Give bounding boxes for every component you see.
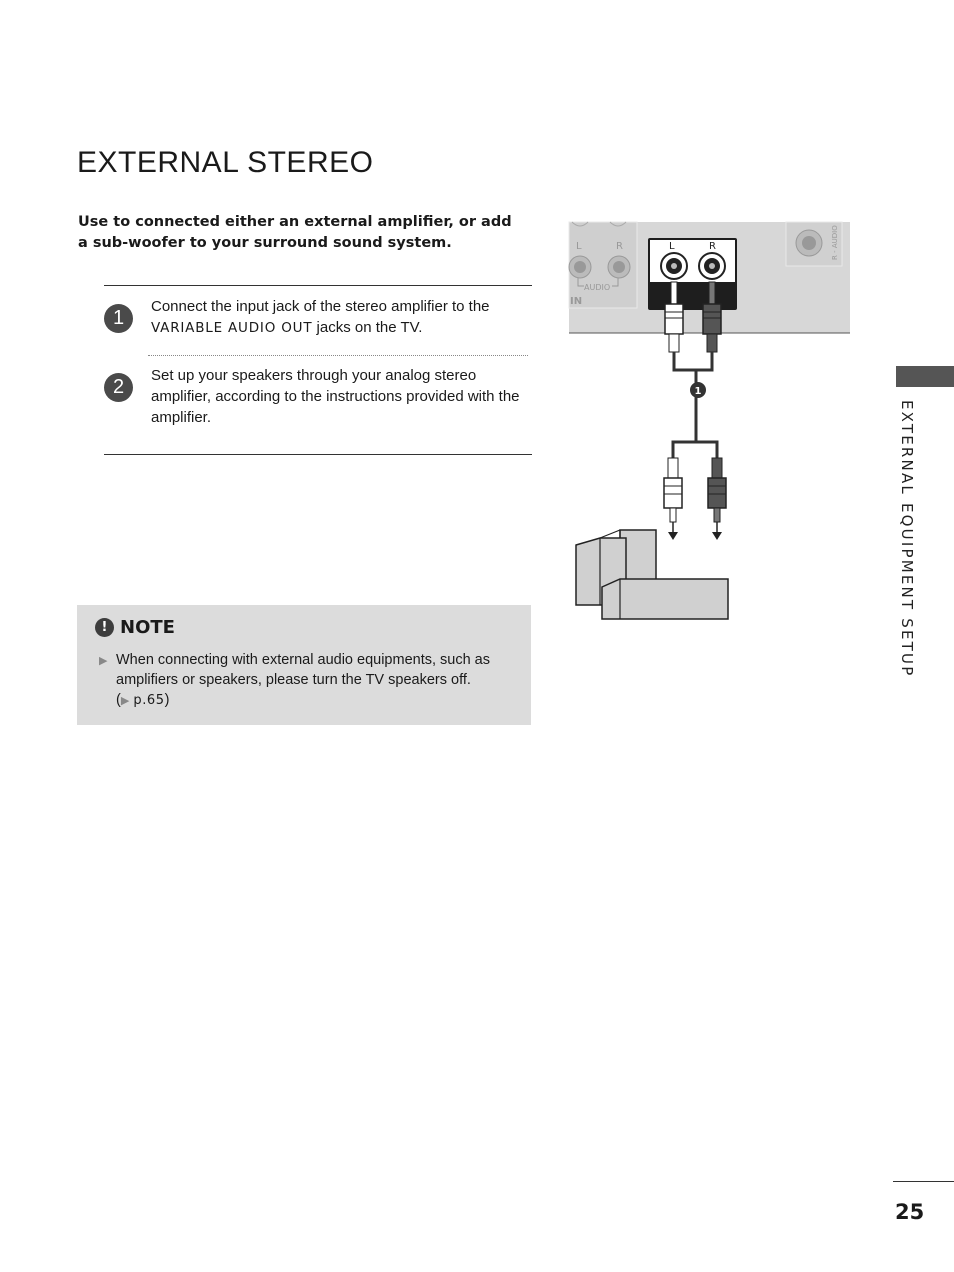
section-tab-label: EXTERNAL EQUIPMENT SETUP <box>898 400 916 678</box>
audio-group-label: AUDIO <box>584 283 611 292</box>
right-rca-plug-icon <box>708 478 726 508</box>
audio-jack-label: R - AUDIO <box>831 225 839 260</box>
step-number-badge: 1 <box>104 304 133 333</box>
note-header <box>95 617 175 638</box>
triangle-bullet-icon: ▶ <box>99 655 108 667</box>
right-out-jack-icon <box>709 263 715 269</box>
note-ref-paren: ( <box>116 692 121 708</box>
audio-jack-icon <box>574 261 586 273</box>
plug-pin <box>709 282 715 306</box>
connection-diagram <box>566 220 856 625</box>
audio-jack-icon <box>613 261 625 273</box>
input-label: IN <box>570 296 583 307</box>
plug-boot <box>707 334 717 352</box>
step-text-part: jacks on the TV. <box>312 319 423 336</box>
right-rca-plug-icon <box>703 304 721 334</box>
amplifier-box-icon <box>602 579 728 619</box>
note-text-body: When connecting with external audio equipments, such as amplifiers or speakers, please turn the TV speakers off. <box>116 652 490 688</box>
section-tab-marker <box>896 366 954 387</box>
note-ref-paren: ) <box>164 692 170 708</box>
triangle-ref-icon: ▶ <box>120 695 130 707</box>
plug-pin <box>670 508 676 522</box>
right-channel-label: R <box>616 241 623 252</box>
page-number: 25 <box>895 1200 925 1224</box>
step-text-part: Connect the input jack of the stereo amplifier to the <box>151 298 490 315</box>
footer-divider <box>893 1181 954 1182</box>
arrow-down-icon <box>668 532 678 540</box>
step-divider <box>148 355 528 356</box>
page-title: EXTERNAL STEREO <box>77 146 374 179</box>
left-out-jack-icon <box>671 263 677 269</box>
plug-pin <box>671 282 677 306</box>
audio-jack-icon <box>802 236 816 250</box>
note-box <box>77 605 531 725</box>
plug-boot <box>712 458 722 478</box>
arrow-down-icon <box>712 532 722 540</box>
jack-right-label: R <box>709 241 716 252</box>
left-channel-label: L <box>576 241 582 252</box>
top-divider <box>104 285 532 286</box>
step-text <box>151 296 526 339</box>
plug-boot <box>669 334 679 352</box>
left-rca-plug-icon <box>665 304 683 334</box>
step-number-badge: 2 <box>104 373 133 402</box>
page-reference-link[interactable]: p.65 <box>133 693 165 708</box>
note-item <box>99 650 519 711</box>
plug-pin <box>714 508 720 522</box>
step-keyword: VARIABLE AUDIO OUT <box>151 320 313 336</box>
bottom-divider <box>104 454 532 455</box>
cable <box>674 352 712 370</box>
intro-text: Use to connected either an external amplifier, or add a sub-woofer to your surround sound system. <box>78 214 512 251</box>
jack-left-label: L <box>669 241 675 252</box>
note-text <box>116 650 519 711</box>
left-rca-plug-icon <box>664 478 682 508</box>
plug-boot <box>668 458 678 478</box>
cable-marker-number: 1 <box>694 386 702 397</box>
step-text: Set up your speakers through your analog stereo amplifier, according to the instructions provided with the amplifier. <box>151 367 520 426</box>
exclamation-icon: ! <box>95 618 114 637</box>
note-title: NOTE <box>120 617 175 638</box>
cable <box>673 442 717 458</box>
